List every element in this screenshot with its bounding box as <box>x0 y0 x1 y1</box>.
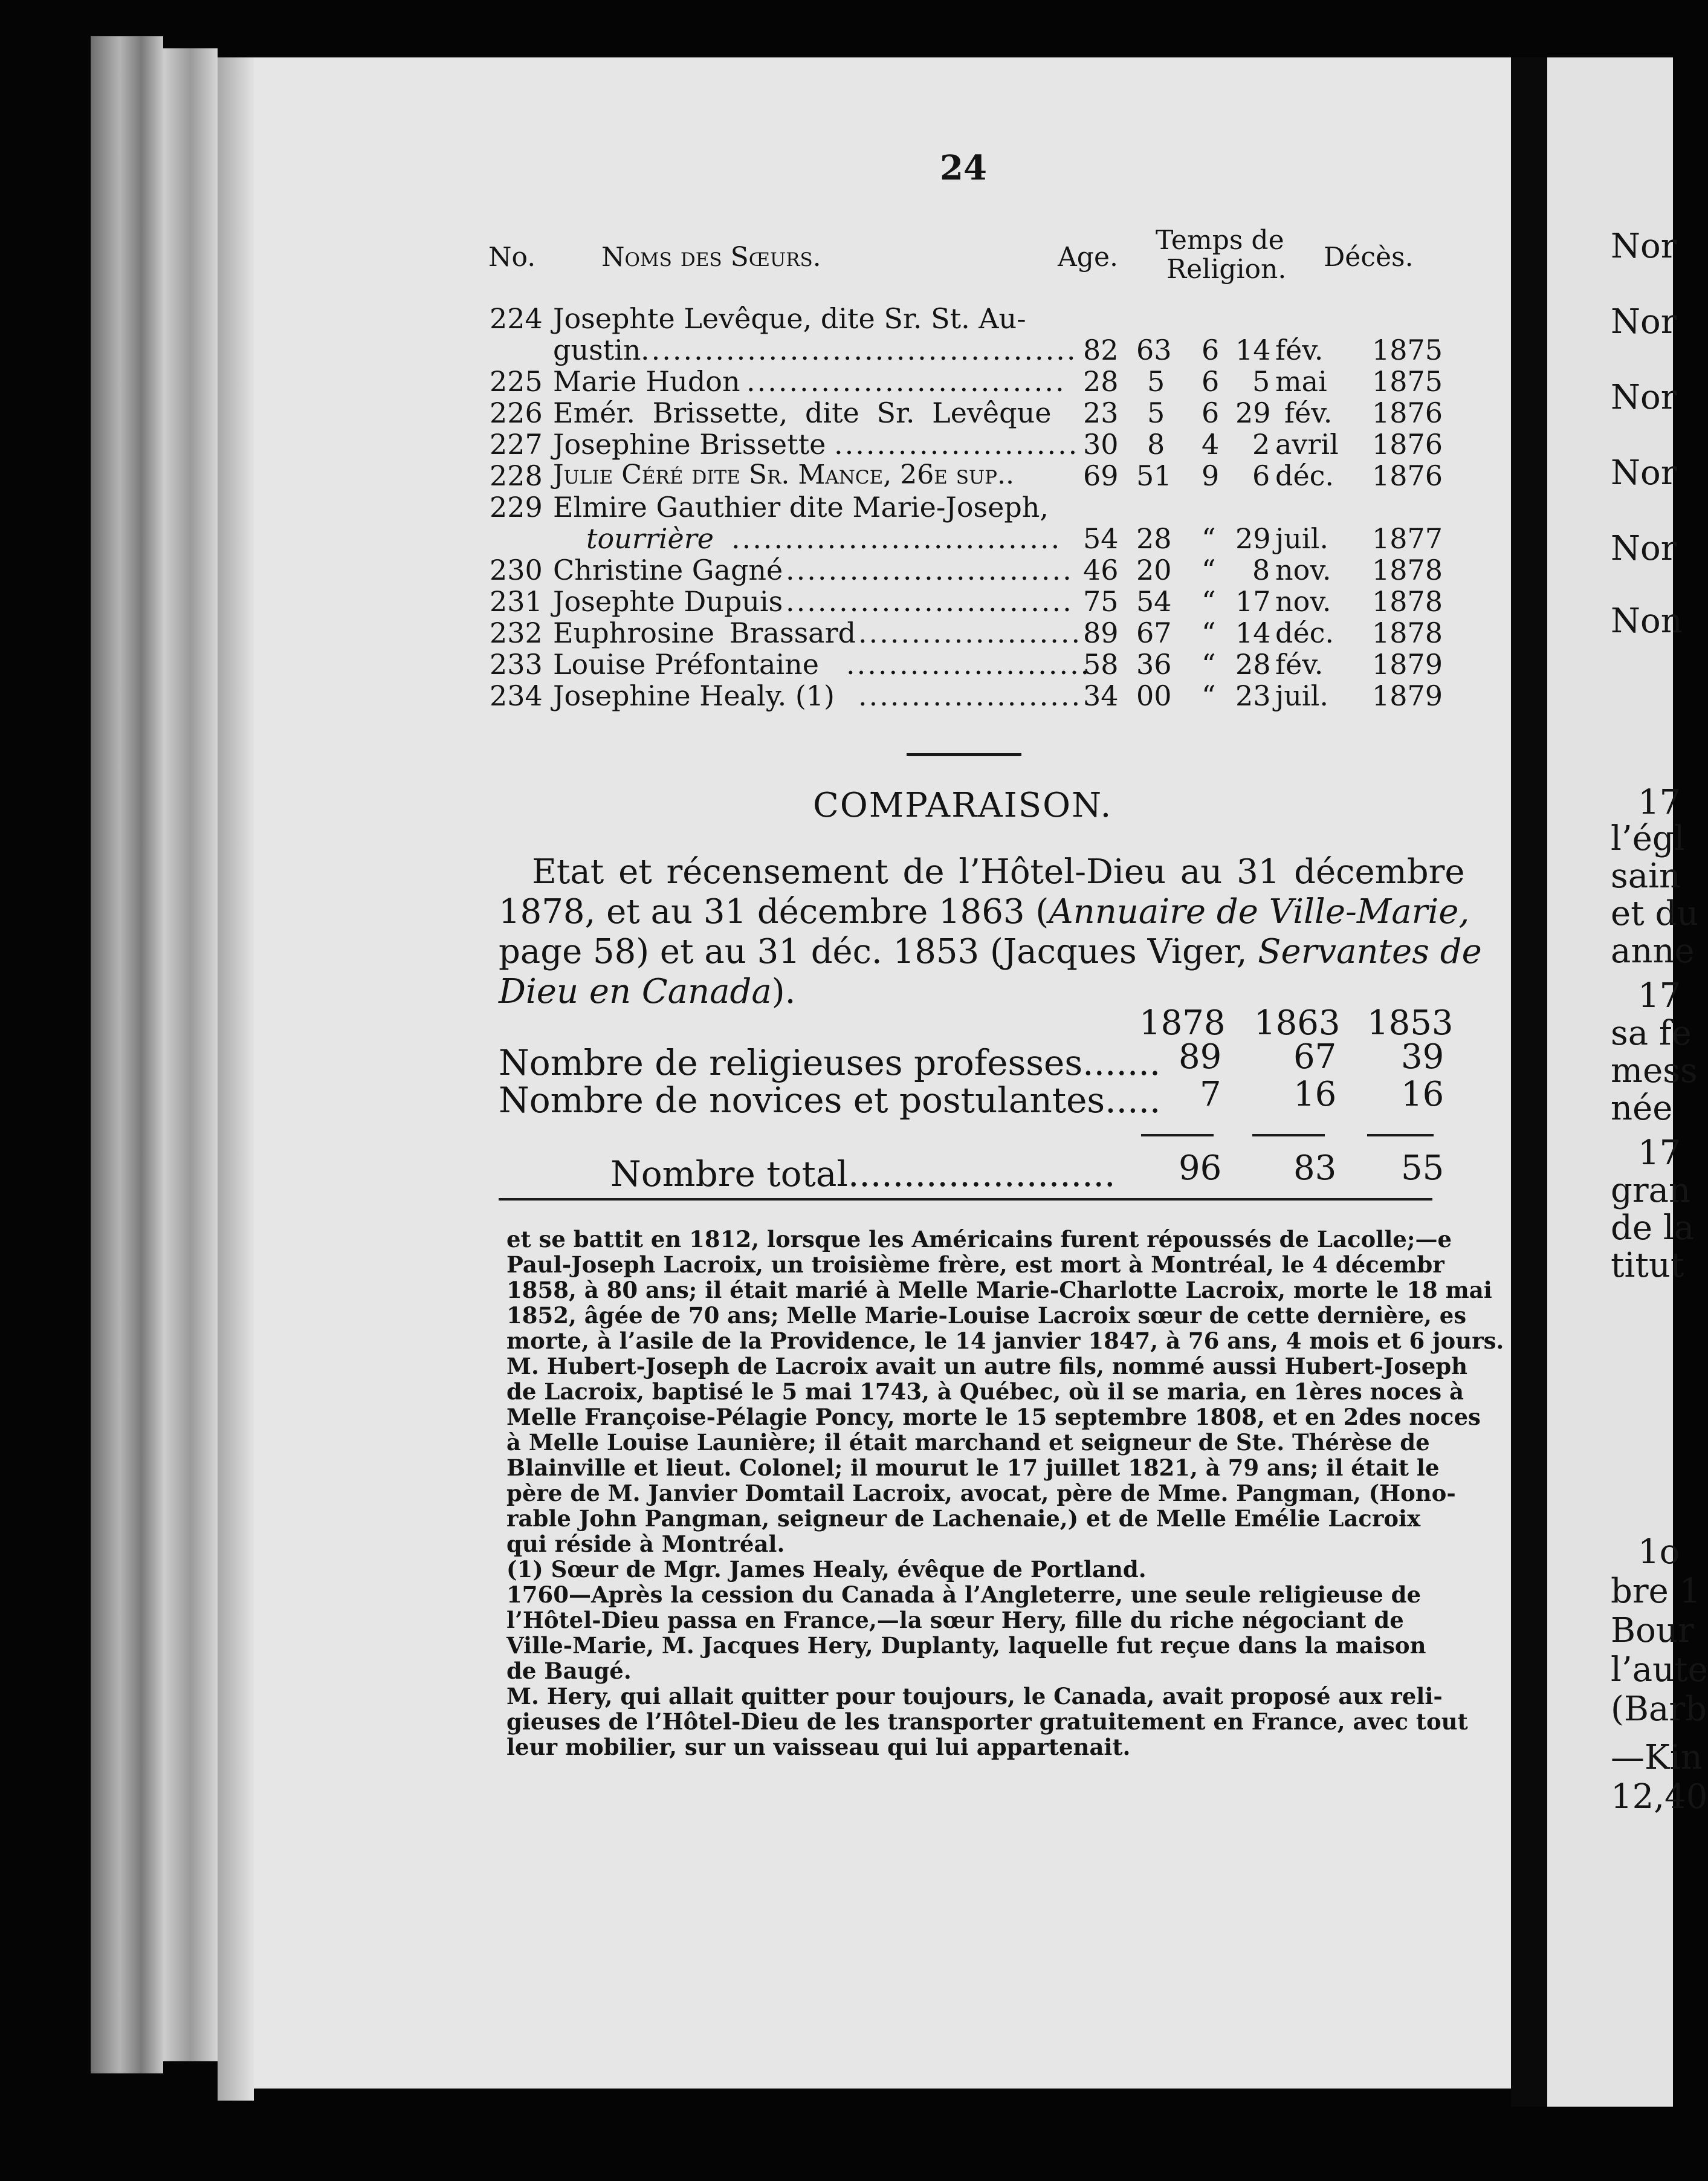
row-religion: 28 <box>1136 522 1172 555</box>
table-row <box>254 648 1511 679</box>
para-text: ). <box>771 972 796 1011</box>
row-religion: 00 <box>1136 679 1172 712</box>
row-name-cont: tourrière <box>586 522 714 555</box>
row-age: 54 <box>1083 522 1119 555</box>
row-name: Euphrosine Brassard <box>553 617 856 649</box>
leader-dots: ..................... <box>858 617 1082 649</box>
leader-dots: ....................... <box>846 648 1092 681</box>
footnote-line: de Baugé. <box>506 1658 632 1684</box>
row-day: 23 <box>1235 679 1271 712</box>
row-year: 1876 <box>1372 397 1443 429</box>
table-row <box>254 365 1511 397</box>
row-religion: 8 <box>1147 428 1165 461</box>
row-age: 46 <box>1083 554 1119 586</box>
row-extra: “ <box>1202 554 1216 586</box>
header-religion-line2: Religion. <box>1166 254 1287 285</box>
professes-1878: 89 <box>1179 1037 1222 1077</box>
right-text: Nor <box>1611 453 1677 493</box>
right-text: Nor <box>1611 378 1677 417</box>
sum-rule-1863 <box>1252 1134 1325 1136</box>
para-italic: Annuaire de Ville-Marie, <box>1049 892 1470 932</box>
row-month: juil. <box>1275 522 1328 555</box>
header-name: Noms des Sœurs. <box>601 242 821 273</box>
leader-dots: ............................... <box>731 522 1062 555</box>
row-extra: 6 <box>1202 397 1220 429</box>
row-name: Josephine Healy. (1) <box>553 679 835 712</box>
row-name-cont: gustin <box>553 334 641 366</box>
footnote-line: Paul-Joseph Lacroix, un troisième frère, est mort à Montréal, le 4 décembr <box>506 1251 1444 1278</box>
right-text: sain <box>1611 857 1681 896</box>
row-religion: 36 <box>1136 648 1172 681</box>
header-religion-line1: Temps de <box>1156 225 1284 256</box>
row-month: déc. <box>1275 459 1334 492</box>
row-religion: 54 <box>1136 585 1172 618</box>
right-text: l’égl <box>1611 819 1685 858</box>
right-text: 12,40 <box>1611 1777 1708 1816</box>
right-text: bre 1 <box>1611 1572 1701 1611</box>
row-religion: 5 <box>1147 397 1165 429</box>
total-label: Nombre total........................ <box>610 1153 1116 1194</box>
footnote-line: leur mobilier, sur un vaisseau qui lui appartenait. <box>506 1734 1131 1760</box>
right-text: —Kin <box>1611 1738 1703 1777</box>
row-year: 1879 <box>1372 648 1443 681</box>
row-month: déc. <box>1275 617 1334 649</box>
right-text: titut <box>1611 1246 1684 1285</box>
novices-1853: 16 <box>1401 1075 1444 1114</box>
row-no: 228 <box>490 459 543 492</box>
section-rule <box>907 753 1021 756</box>
table-row <box>254 585 1511 617</box>
leader-dots: ..................... <box>858 679 1082 712</box>
footnote-line: morte, à l’asile de la Providence, le 14 janvier 1847, à 76 ans, 4 mois et 6 jours. <box>506 1327 1504 1354</box>
row-no: 224 <box>490 302 543 335</box>
sum-rule-1878 <box>1141 1134 1214 1136</box>
row-month: fév. <box>1275 334 1324 366</box>
row-year: 1875 <box>1372 365 1443 398</box>
para-line-2 <box>499 892 1469 932</box>
right-text: (Barb <box>1611 1690 1707 1729</box>
footnote-line: à Melle Louise Launière; il était marchand et seigneur de Ste. Thérèse de <box>506 1429 1430 1456</box>
row-month: avril <box>1275 428 1339 461</box>
footnote-line: 1852, âgée de 70 ans; Melle Marie-Louise Lacroix sœur de cette dernière, es <box>506 1302 1467 1329</box>
row-religion: 51 <box>1136 459 1172 492</box>
row-year: 1876 <box>1372 459 1443 492</box>
row-name: Josephte Dupuis <box>553 585 783 618</box>
row-extra: “ <box>1202 679 1216 712</box>
right-text: et du <box>1611 894 1699 933</box>
footnote-line: gieuses de l’Hôtel-Dieu de les transporter gratuitement en France, avec tout <box>506 1708 1468 1735</box>
row-year: 1878 <box>1372 554 1443 586</box>
row-extra: “ <box>1202 648 1216 681</box>
leader-dots: ......................................... <box>641 334 1078 366</box>
para-italic: Dieu en Canada <box>499 972 772 1011</box>
footnote-line: et se battit en 1812, lorsque les Américains furent répoussés de Lacolle;—e <box>506 1226 1452 1253</box>
right-text: anne <box>1611 932 1695 971</box>
row-day: 17 <box>1235 585 1271 618</box>
row-month: juil. <box>1275 679 1328 712</box>
sum-rule-1853 <box>1367 1134 1434 1136</box>
row-month: mai <box>1275 365 1327 398</box>
row-day: 6 <box>1252 459 1270 492</box>
leader-dots: ........................... <box>786 585 1073 618</box>
row-age: 69 <box>1083 459 1119 492</box>
row-no: 232 <box>490 617 543 649</box>
row-month: fév. <box>1275 648 1324 681</box>
total-1853: 55 <box>1401 1149 1444 1188</box>
row-age: 34 <box>1083 679 1119 712</box>
para-text: page 58) et au 31 déc. 1853 (Jacques Viger, <box>499 932 1258 971</box>
row-month: nov. <box>1275 554 1331 586</box>
right-text: 1o <box>1638 1532 1680 1572</box>
footnote-line: rable John Pangman, seigneur de Lachenaie,) et de Melle Emélie Lacroix <box>506 1505 1421 1532</box>
table-row <box>254 459 1511 491</box>
leader-dots: ....................... <box>834 428 1079 461</box>
row-name: Christine Gagné <box>553 554 783 586</box>
footnote-line: Blainville et lieut. Colonel; il mourut le 17 juillet 1821, à 79 ans; il était le <box>506 1454 1440 1481</box>
row-no: 231 <box>490 585 543 618</box>
table-row <box>254 302 1511 334</box>
row-extra: 6 <box>1202 334 1220 366</box>
row-extra: “ <box>1202 522 1216 555</box>
row-age: 75 <box>1083 585 1119 618</box>
row-name: Josephte Levêque, dite Sr. St. Au- <box>553 302 1026 335</box>
footnote-line: M. Hery, qui allait quitter pour toujours, le Canada, avait proposé aux reli- <box>506 1683 1443 1709</box>
table-row <box>254 491 1511 522</box>
row-age: 58 <box>1083 648 1119 681</box>
right-text: gran <box>1611 1171 1691 1210</box>
professes-1863: 67 <box>1293 1037 1337 1077</box>
table-row <box>254 554 1511 585</box>
row-religion: 20 <box>1136 554 1172 586</box>
table-row <box>254 679 1511 711</box>
row-name: Emér. Brissette, dite Sr. Levêque <box>553 397 1052 429</box>
row-no: 226 <box>490 397 543 429</box>
row-year: 1877 <box>1372 522 1443 555</box>
row-age: 89 <box>1083 617 1119 649</box>
footnote-line: qui réside à Montréal. <box>506 1531 785 1557</box>
row-no: 227 <box>490 428 543 461</box>
footnote-line: (1) Sœur de Mgr. James Healy, évêque de Portland. <box>506 1556 1147 1583</box>
book-gutter <box>1511 57 1547 2107</box>
para-line-1: Etat et récensement de l’Hôtel-Dieu au 31 décembre <box>532 852 1465 892</box>
footnote-line: Ville-Marie, M. Jacques Hery, Duplanty, laquelle fut reçue dans la maison <box>506 1632 1426 1659</box>
row-name: Josephine Brissette <box>553 428 826 461</box>
row-age: 82 <box>1083 334 1119 366</box>
row-day: 2 <box>1252 428 1270 461</box>
novices-1878: 7 <box>1200 1075 1221 1114</box>
row-name: Julie Céré dite Sr. Mance, 26e sup.. <box>553 459 1014 490</box>
right-text: 17 <box>1638 1133 1681 1173</box>
novices-label: Nombre de novices et postulantes..... <box>499 1080 1161 1121</box>
footnote-line: 1760—Après la cession du Canada à l’Angleterre, une seule religieuse de <box>506 1581 1422 1608</box>
header-no: No. <box>488 242 536 273</box>
right-text: de la <box>1611 1208 1695 1248</box>
right-text: sa fe <box>1611 1014 1692 1053</box>
row-age: 23 <box>1083 397 1119 429</box>
page-number: 24 <box>940 148 987 188</box>
footnote-rule <box>499 1198 1432 1201</box>
row-no: 234 <box>490 679 543 712</box>
row-age: 30 <box>1083 428 1119 461</box>
footnote-line: 1858, à 80 ans; il était marié à Melle Marie-Charlotte Lacroix, morte le 18 mai <box>506 1277 1492 1303</box>
section-title: COMPARAISON. <box>813 786 1113 825</box>
footnote-line: père de M. Janvier Domtail Lacroix, avocat, père de Mme. Pangman, (Hono- <box>506 1480 1456 1506</box>
para-text: 1878, et au 31 décembre 1863 ( <box>499 892 1049 932</box>
row-year: 1878 <box>1372 585 1443 618</box>
leader-dots: ........................... <box>786 554 1073 586</box>
table-row-continuation <box>254 334 1511 365</box>
row-year: 1879 <box>1372 679 1443 712</box>
row-extra: “ <box>1202 585 1216 618</box>
professes-label: Nombre de religieuses professes....... <box>499 1042 1161 1083</box>
header-age: Age. <box>1058 242 1118 273</box>
para-line-3 <box>499 932 1482 971</box>
right-text: 17 <box>1638 976 1681 1016</box>
year-1863: 1863 <box>1254 1003 1341 1043</box>
row-year: 1876 <box>1372 428 1443 461</box>
row-extra: 6 <box>1202 365 1220 398</box>
row-extra: 9 <box>1202 459 1220 492</box>
right-text: née <box>1611 1089 1673 1128</box>
row-year: 1875 <box>1372 334 1443 366</box>
total-1863: 83 <box>1293 1149 1337 1188</box>
year-1853: 1853 <box>1367 1003 1454 1043</box>
table-row-continuation <box>254 522 1511 554</box>
header-deces: Décès. <box>1324 242 1414 273</box>
row-religion: 63 <box>1136 334 1172 366</box>
row-month: fév. <box>1284 397 1333 429</box>
right-text: Nor <box>1611 227 1677 266</box>
row-name: Marie Hudon <box>553 365 740 398</box>
table-row <box>254 428 1511 459</box>
row-month: nov. <box>1275 585 1331 618</box>
para-italic: Servantes de <box>1258 932 1482 971</box>
row-no: 230 <box>490 554 543 586</box>
footnote-line: l’Hôtel-Dieu passa en France,—la sœur Hery, fille du riche négociant de <box>506 1607 1404 1633</box>
table-row <box>254 617 1511 648</box>
footnote-line: Melle Françoise-Pélagie Poncy, morte le 15 septembre 1808, et en 2des noces <box>506 1404 1481 1430</box>
row-no: 225 <box>490 365 543 398</box>
row-no: 233 <box>490 648 543 681</box>
row-name: Elmire Gauthier dite Marie-Joseph, <box>553 491 1049 523</box>
right-text: l’aute <box>1611 1650 1708 1690</box>
right-page-fragment <box>1547 57 1708 2107</box>
right-text: Non <box>1611 601 1683 641</box>
row-age: 28 <box>1083 365 1119 398</box>
right-text: Nor <box>1611 302 1677 342</box>
leader-dots: .............................. <box>746 365 1066 398</box>
row-religion: 67 <box>1136 617 1172 649</box>
right-text: mess <box>1611 1051 1698 1090</box>
right-text: Bour <box>1611 1611 1694 1650</box>
row-religion: 5 <box>1147 365 1165 398</box>
row-extra: 4 <box>1202 428 1220 461</box>
table-row <box>254 397 1511 428</box>
row-extra: “ <box>1202 617 1216 649</box>
row-day: 5 <box>1252 365 1270 398</box>
professes-1853: 39 <box>1401 1037 1444 1077</box>
footnote-line: M. Hubert-Joseph de Lacroix avait un autre fils, nommé aussi Hubert-Joseph <box>506 1353 1468 1379</box>
row-day: 8 <box>1252 554 1270 586</box>
row-name: Louise Préfontaine <box>553 648 820 681</box>
row-no: 229 <box>490 491 543 523</box>
row-day: 29 <box>1235 397 1271 429</box>
row-day: 14 <box>1235 617 1271 649</box>
novices-1863: 16 <box>1293 1075 1337 1114</box>
total-1878: 96 <box>1179 1149 1222 1188</box>
row-day: 28 <box>1235 648 1271 681</box>
row-day: 14 <box>1235 334 1271 366</box>
right-text: Nor <box>1611 529 1677 568</box>
row-year: 1878 <box>1372 617 1443 649</box>
year-1878: 1878 <box>1139 1003 1226 1043</box>
footnote-line: de Lacroix, baptisé le 5 mai 1743, à Québec, où il se maria, en 1ères noces à <box>506 1378 1464 1405</box>
para-line-4 <box>499 972 795 1011</box>
right-text: 17 <box>1638 783 1681 822</box>
row-day: 29 <box>1235 522 1271 555</box>
